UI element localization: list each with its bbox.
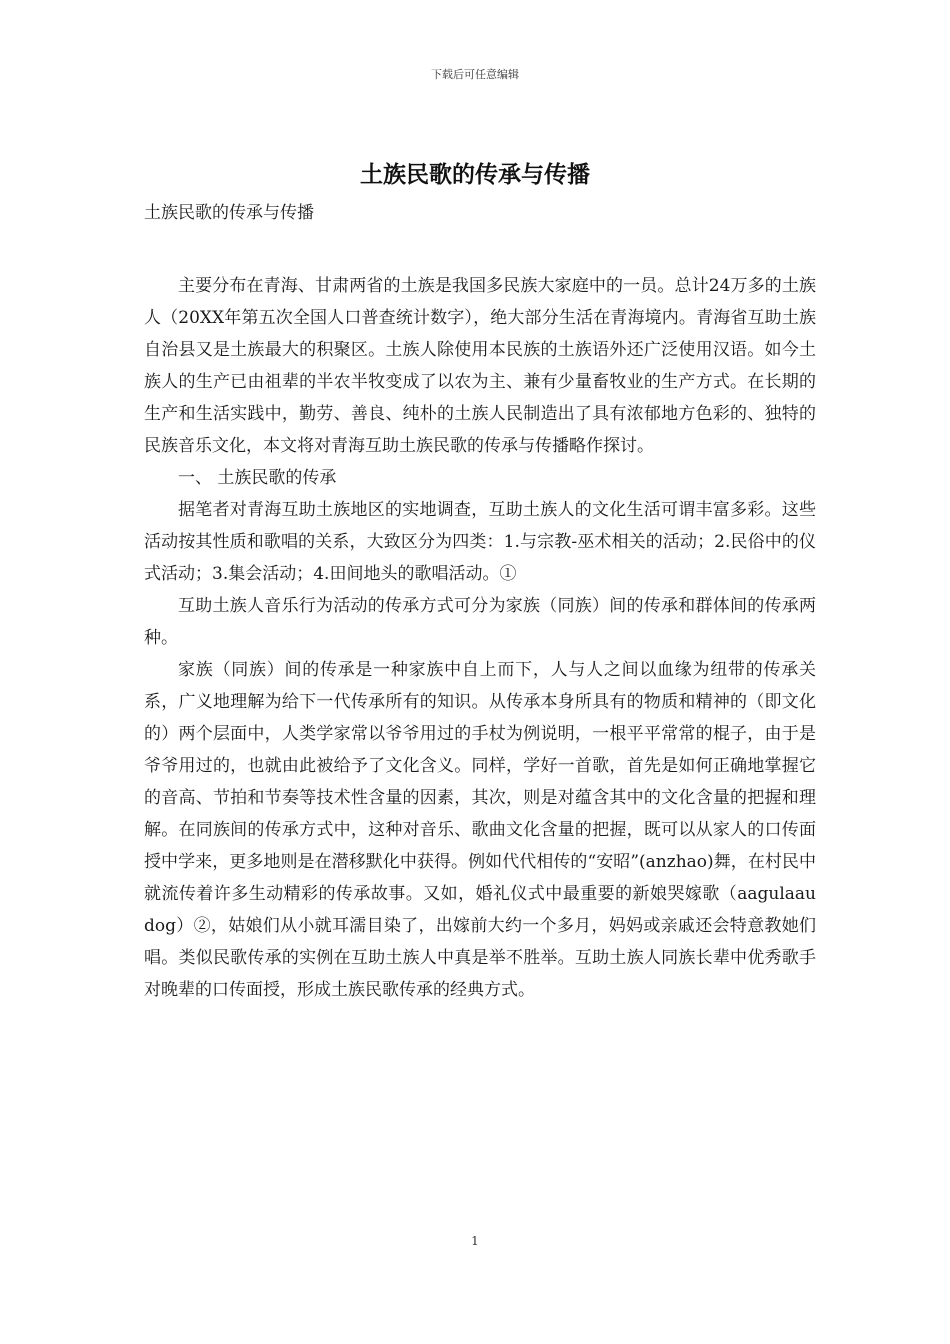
section-heading: 一、 土族民歌的传承	[178, 468, 337, 488]
document-title: 土族民歌的传承与传播	[360, 162, 590, 188]
document-body	[144, 270, 816, 1006]
document-subtitle: 土族民歌的传承与传播	[144, 203, 314, 223]
paragraph-family-transmission: 家族（同族）间的传承是一种家族中自上而下，人与人之间以血缘为纽带的传承关系，广义地理解为给下一代传承所有的知识。从传承本身所具有的物质和精神的（即文化的）两个层面中，人类学家常以爷爷用过的手杖为例说明，一根平平常常的棍子，由于是爷爷用过的，也就由此被给予了文化含义。同样，学好一首歌，首先是如何正确地掌握它的音高、节拍和节奏等技术性含量的因素，其次，则是对蕴含其中的文化含量的把握和理解。在同族间的传承方式中，这种对音乐、歌曲文化含量的把握，既可以从家人的口传面授中学来，更多地则是在潜移默化中获得。例如代代相传的“安昭”(anzhao)舞，在村民中就流传着许多生动精彩的传承故事。又如，婚礼仪式中最重要的新娘哭嫁歌（aagulaau dog）②，姑娘们从小就耳濡目染了，出嫁前大约一个多月，妈妈或亲戚还会特意教她们唱。类似民歌传承的实例在互助土族人中真是举不胜举。互助土族人同族长辈中优秀歌手对晚辈的口传面授，形成土族民歌传承的经典方式。	[144, 660, 816, 1000]
paragraph-intro: 主要分布在青海、甘肃两省的土族是我国多民族大家庭中的一员。总计24万多的土族人（20XX年第五次全国人口普查统计数字），绝大部分生活在青海境内。青海省互助土族自治县又是土族最大的积聚区。土族人除使用本民族的土族语外还广泛使用汉语。如今土族人的生产已由祖辈的半农半牧变成了以农为主、兼有少量畜牧业的生产方式。在长期的生产和生活实践中，勤劳、善良、纯朴的土族人民制造出了具有浓郁地方色彩的、独特的民族音乐文化，本文将对青海互助土族民歌的传承与传播略作探讨。	[144, 276, 816, 456]
page-header: 下载后可任意编辑	[431, 68, 519, 81]
page-number: 1	[471, 1234, 479, 1248]
paragraph-survey: 据笔者对青海互助土族地区的实地调查，互助土族人的文化生活可谓丰富多彩。这些活动按其性质和歌唱的关系，大致区分为四类：1.与宗教-巫术相关的活动；2.民俗中的仪式活动；3.集会活动；4.田间地头的歌唱活动。①	[144, 500, 816, 584]
paragraph-transmission-types: 互助土族人音乐行为活动的传承方式可分为家族（同族）间的传承和群体间的传承两种。	[144, 596, 816, 648]
